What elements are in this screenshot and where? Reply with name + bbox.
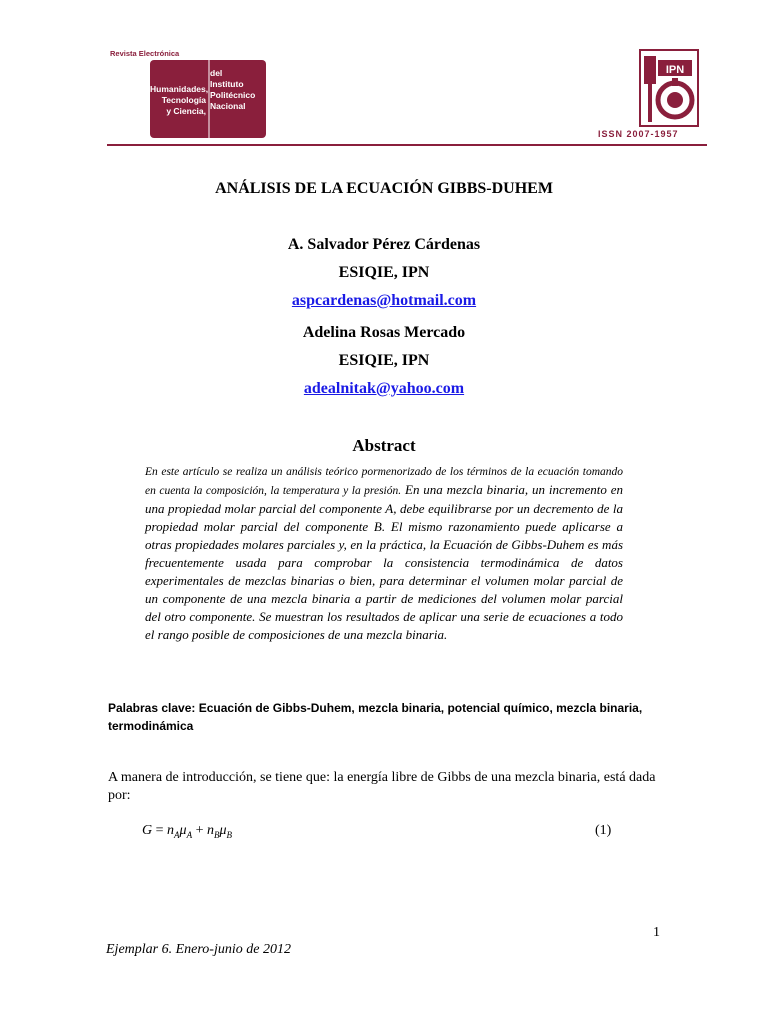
issn-label: ISSN 2007-1957 <box>598 129 679 139</box>
eq-subscript: A <box>186 829 193 840</box>
logo-text-left <box>150 84 209 117</box>
keywords: Palabras clave: Ecuación de Gibbs-Duhem, mezcla binaria, potencial químico, mezcla binaria, termodinámica <box>108 701 643 733</box>
abstract-text-main: En una mezcla binaria, un incremento en una propiedad molar parcial del componente A, debe equilibrarse por un decremento de la propiedad molar parcial del componente B. El mismo razonamiento puede aplicarse a otras propiedades molares parciales y, en la práctica, la Ecuación de Gibbs-Duhem es más frecuentemente usada para comprobar la consistencia termodinámica de datos experimentales de mezclas binarias o bien, para determinar el volumen molar parcial de un componente de una mezcla binaria a partir de mediciones del volumen molar parcial del otro componente. Se muestran los resultados de aplicar una serie de ecuaciones a todo el rango posible de composiciones de una mezcla binaria. <box>145 482 623 642</box>
abstract-heading: Abstract <box>352 436 416 455</box>
equation-number: (1) <box>595 823 612 838</box>
author-email-link[interactable]: adealnitak@yahoo.com <box>303 380 465 397</box>
logo-left-line: Tecnología <box>161 95 206 105</box>
journal-logo <box>150 60 266 138</box>
eq-operator: + <box>192 823 207 838</box>
author-name: Adelina Rosas Mercado <box>302 324 466 341</box>
ipn-seal-logo <box>638 48 700 130</box>
abstract-text-intro: En este artículo se realiza un análisis teórico pormenorizado de los términos de la ecuación tomando en cuenta la composición, la temperatura y la presión. <box>145 466 623 497</box>
author-name: A. Salvador Pérez Cárdenas <box>287 236 481 253</box>
author-email-container <box>0 292 768 310</box>
logo-right-line: Politécnico <box>210 90 256 100</box>
eq-term: μ <box>179 823 187 838</box>
eq-subscript: A <box>174 829 180 840</box>
eq-term: μ <box>219 823 227 838</box>
author-affiliation: ESIQIE, IPN <box>338 352 430 369</box>
issue-footer: Ejemplar 6. Enero-junio de 2012 <box>106 942 291 957</box>
logo-right-line: Instituto <box>210 79 244 89</box>
eq-operator: = <box>152 823 168 838</box>
header-divider <box>107 144 707 146</box>
equation-1 <box>142 823 232 840</box>
page-number: 1 <box>653 925 660 940</box>
journal-label: Revista Electrónica <box>110 49 180 58</box>
logo-right-line: Nacional <box>210 101 246 111</box>
logo-right-line: del <box>210 68 223 78</box>
author-email-link[interactable]: aspcardenas@hotmail.com <box>291 292 477 309</box>
eq-term: n <box>167 823 175 838</box>
logo-text-right <box>210 68 266 112</box>
author-affiliation: ESIQIE, IPN <box>338 264 430 281</box>
paper-title: ANÁLISIS DE LA ECUACIÓN GIBBS-DUHEM <box>215 180 553 197</box>
intro-paragraph: A manera de introducción, se tiene que: la energía libre de Gibbs de una mezcla binaria, está dada por: <box>108 770 656 803</box>
logo-left-line: Humanidades, <box>150 84 209 94</box>
eq-subscript: B <box>213 829 220 840</box>
seal-text: IPN <box>665 64 685 76</box>
eq-term: n <box>206 823 214 838</box>
author-email-container <box>0 380 768 398</box>
eq-term: G <box>142 823 153 838</box>
ipn-seal-icon <box>638 48 700 130</box>
eq-subscript: B <box>226 829 232 840</box>
abstract-body <box>145 462 623 644</box>
logo-left-line: y Ciencia, <box>166 106 206 116</box>
